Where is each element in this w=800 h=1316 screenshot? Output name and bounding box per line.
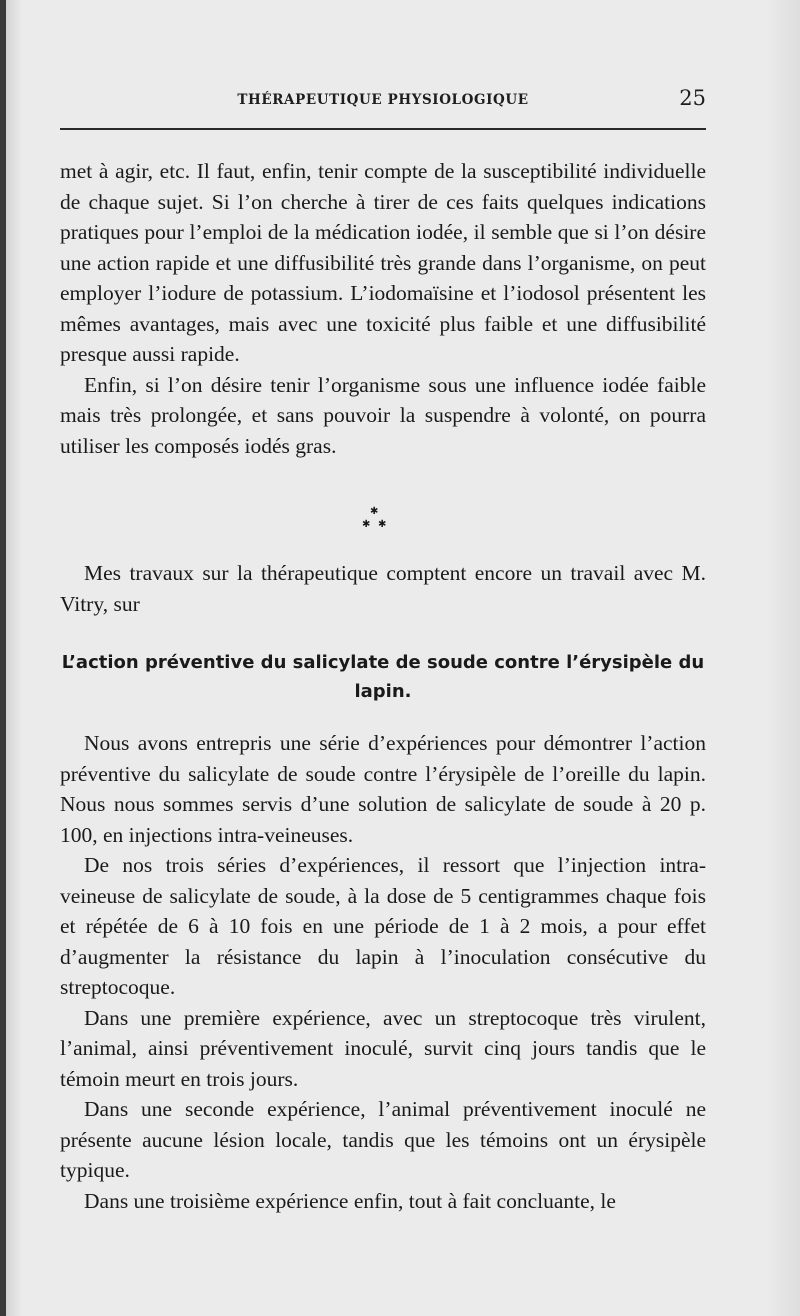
paragraph: Enfin, si l’on désire tenir l’organisme sous une influence iodée faible mais très prolongée, et sans pouvoir la suspendre à volonté, on pourra utiliser les composés iodés gras. [60,372,706,458]
running-title: THÉRAPEUTIQUE PHYSIOLOGIQUE [237,92,529,108]
paragraph: De nos trois séries d’expériences, il ressort que l’injection intra-veineuse de salicylate de soude, à la dose de 5 centigrammes chaque fois et répétée de 6 à 10 fois en une période de 1 à 2 mois, a pour effet d’augmenter la résistance du lapin à l’inoculation consécutive du streptocoque. [60,853,706,999]
header-rule [60,128,706,130]
paragraph: Nous avons entrepris une série d’expériences pour démontrer l’action préventive du salicylate de soude contre l’érysipèle de l’oreille du lapin. Nous nous sommes servis d’une solution de salicylate de soude à 20 p. 100, en injections intra-veineuses. [60,731,706,847]
asterism-star: ✱ [378,519,387,530]
paragraph-continues: Dans une troisième expérience enfin, tout à fait concluante, le [84,1188,616,1213]
paragraph: Dans une première expérience, avec un streptocoque très virulent, l’animal, ainsi préventivement inoculé, survit cinq jours tandis que le témoin meurt en trois jours. [60,1005,706,1091]
paragraph-continued: met à agir, etc. Il faut, enfin, tenir compte de la susceptibilité individuelle de chaque sujet. Si l’on cherche à tirer de ces faits quelques indications pratiques pour l’emploi de la médication iodée, il semble que si l’on désire une action rapide et une diffusibilité très grande dans l’organisme, on peut employer l’iodure de potassium. L’iodomaïsine et l’iodosol présentent les mêmes avantages, mais avec une toxicité plus faible et une diffusibilité presque aussi rapide. [60,159,706,366]
asterism-star: ✱ [370,506,379,517]
text-block-bottom [60,728,706,1216]
paragraph: Dans une seconde expérience, l’animal préventivement inoculé ne présente aucune lésion locale, tandis que les témoins ont un érysipèle typique. [60,1097,706,1182]
running-head [60,86,706,116]
paragraph: Mes travaux sur la thérapeutique comptent encore un travail avec M. Vitry, sur [60,561,706,616]
text-block-top [60,156,706,461]
section-heading: L’action préventive du salicylate de soude contre l’érysipèle du lapin. [61,652,705,702]
book-page [6,0,800,1316]
asterism-star: ✱ [362,519,371,530]
asterism [356,506,396,536]
page-number: 25 [679,86,706,110]
text-block-middle [60,558,706,619]
